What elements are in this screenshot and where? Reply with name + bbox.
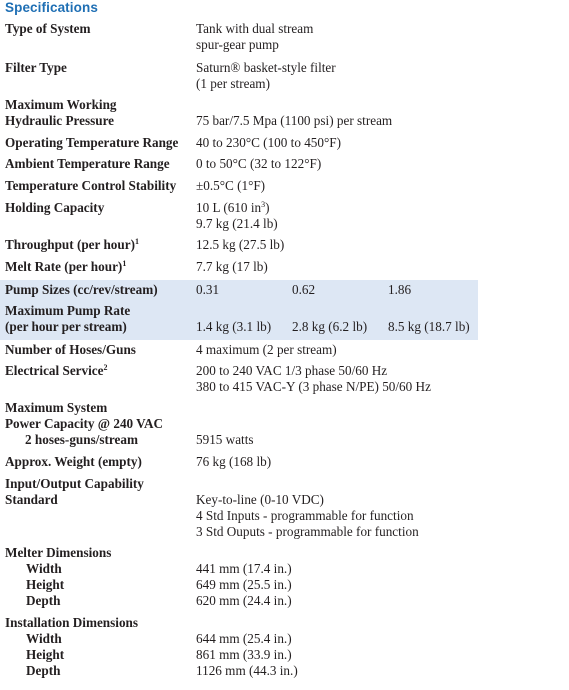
spec-label-text: Throughput (per hour) [5, 237, 135, 252]
pump-size-value: 0.31 [196, 282, 220, 297]
spec-value-line: Tank with dual stream [196, 21, 314, 36]
spec-value-line: Saturn® basket-style filter [196, 60, 336, 75]
spec-value-line: 75 bar/7.5 Mpa (1100 psi) per stream [196, 113, 393, 128]
spec-label: Type of System [5, 21, 91, 36]
page-title: Specifications [5, 0, 98, 15]
spec-value: 12.5 kg (27.5 lb) [196, 237, 285, 252]
spec-value-line: Key-to-line (0-10 VDC) [196, 492, 324, 507]
spec-label-line: Power Capacity @ 240 VAC [5, 416, 164, 431]
spec-label-line: Depth [26, 593, 61, 608]
spec-label: Temperature Control Stability [5, 178, 177, 193]
spec-label [5, 363, 190, 379]
spec-value-line: 861 mm (33.9 in.) [196, 647, 292, 662]
spec-value-line: 200 to 240 VAC 1/3 phase 50/60 Hz [196, 363, 388, 378]
spec-label-line: Standard [5, 492, 58, 507]
footnote-marker: 2 [103, 363, 108, 372]
spec-label-text: Melt Rate (per hour) [5, 259, 123, 274]
pump-size-value: 1.86 [388, 282, 412, 297]
spec-value [196, 21, 313, 53]
spec-label-line: Height [26, 577, 65, 592]
spec-value-line: 441 mm (17.4 in.) [196, 561, 292, 576]
spec-label-line: Maximum Pump Rate [5, 303, 131, 318]
spec-label-text: Electrical Service [5, 363, 104, 378]
spec-label [5, 97, 190, 129]
spec-value [196, 492, 419, 540]
spec-value: 4 maximum (2 per stream) [196, 342, 337, 357]
spec-value [196, 363, 431, 395]
spec-label-line: Melter Dimensions [5, 545, 112, 560]
spec-label-line: (per hour per stream) [5, 319, 127, 334]
spec-label-line: Depth [26, 663, 61, 678]
spec-value-line [196, 200, 278, 216]
spec-value-text: 10 L (610 in [196, 200, 262, 215]
spec-label: Holding Capacity [5, 200, 105, 215]
spec-value [196, 561, 292, 609]
spec-label-line: Height [26, 647, 65, 662]
spec-value-line: 4 Std Inputs - programmable for function [196, 508, 414, 523]
spec-value [196, 60, 336, 92]
spec-value [196, 113, 392, 129]
superscript: 3 [261, 200, 266, 209]
spec-value-text: ) [265, 200, 270, 215]
spec-label-line: 2 hoses-guns/stream [25, 432, 138, 447]
spec-label: Operating Temperature Range [5, 135, 179, 150]
spec-value-line: (1 per stream) [196, 76, 270, 91]
footnote-marker: 1 [122, 259, 127, 268]
spec-value: 7.7 kg (17 lb) [196, 259, 268, 274]
pump-rate-value: 2.8 kg (6.2 lb) [292, 319, 368, 334]
spec-value [196, 631, 298, 679]
spec-label-line: Input/Output Capability [5, 476, 144, 491]
spec-label-line: Maximum System [5, 400, 108, 415]
spec-label-line: Width [26, 561, 62, 576]
spec-value-line: 620 mm (24.4 in.) [196, 593, 292, 608]
spec-value-line: spur-gear pump [196, 37, 279, 52]
spec-label: Approx. Weight (empty) [5, 454, 142, 469]
spec-value: 5915 watts [196, 432, 254, 447]
spec-label [5, 259, 190, 275]
spec-value: 76 kg (168 lb) [196, 454, 272, 469]
spec-label [5, 237, 190, 253]
spec-value: ±0.5°C (1°F) [196, 178, 266, 193]
spec-value-line: 649 mm (25.5 in.) [196, 577, 292, 592]
spec-label: Number of Hoses/Guns [5, 342, 136, 357]
spec-label: Pump Sizes (cc/rev/stream) [5, 282, 158, 297]
spec-value-line: 9.7 kg (21.4 lb) [196, 216, 278, 231]
spec-label [5, 545, 190, 609]
spec-label [5, 615, 190, 679]
footnote-marker: 1 [134, 237, 139, 246]
spec-label-line: Maximum Working [5, 97, 117, 112]
spec-label [5, 400, 190, 448]
spec-value-line: 644 mm (25.4 in.) [196, 631, 292, 646]
spec-value-line: 380 to 415 VAC-Y (3 phase N/PE) 50/60 Hz [196, 379, 431, 394]
pump-rate-value: 8.5 kg (18.7 lb) [388, 319, 470, 334]
spec-label [5, 476, 190, 508]
pump-size-value: 0.62 [292, 282, 316, 297]
spec-label-line: Hydraulic Pressure [5, 113, 115, 128]
spec-value: 40 to 230°C (100 to 450°F) [196, 135, 341, 150]
spec-label: Ambient Temperature Range [5, 156, 170, 171]
spec-value [196, 200, 278, 232]
pump-rate-value: 1.4 kg (3.1 lb) [196, 319, 272, 334]
spec-label-line: Installation Dimensions [5, 615, 139, 630]
spec-value: 0 to 50°C (32 to 122°F) [196, 156, 322, 171]
spec-value-line: 1126 mm (44.3 in.) [196, 663, 298, 678]
spec-label [5, 303, 190, 335]
spec-value-line: 3 Std Ouputs - programmable for function [196, 524, 419, 539]
spec-label: Filter Type [5, 60, 67, 75]
spec-label-line: Width [26, 631, 62, 646]
